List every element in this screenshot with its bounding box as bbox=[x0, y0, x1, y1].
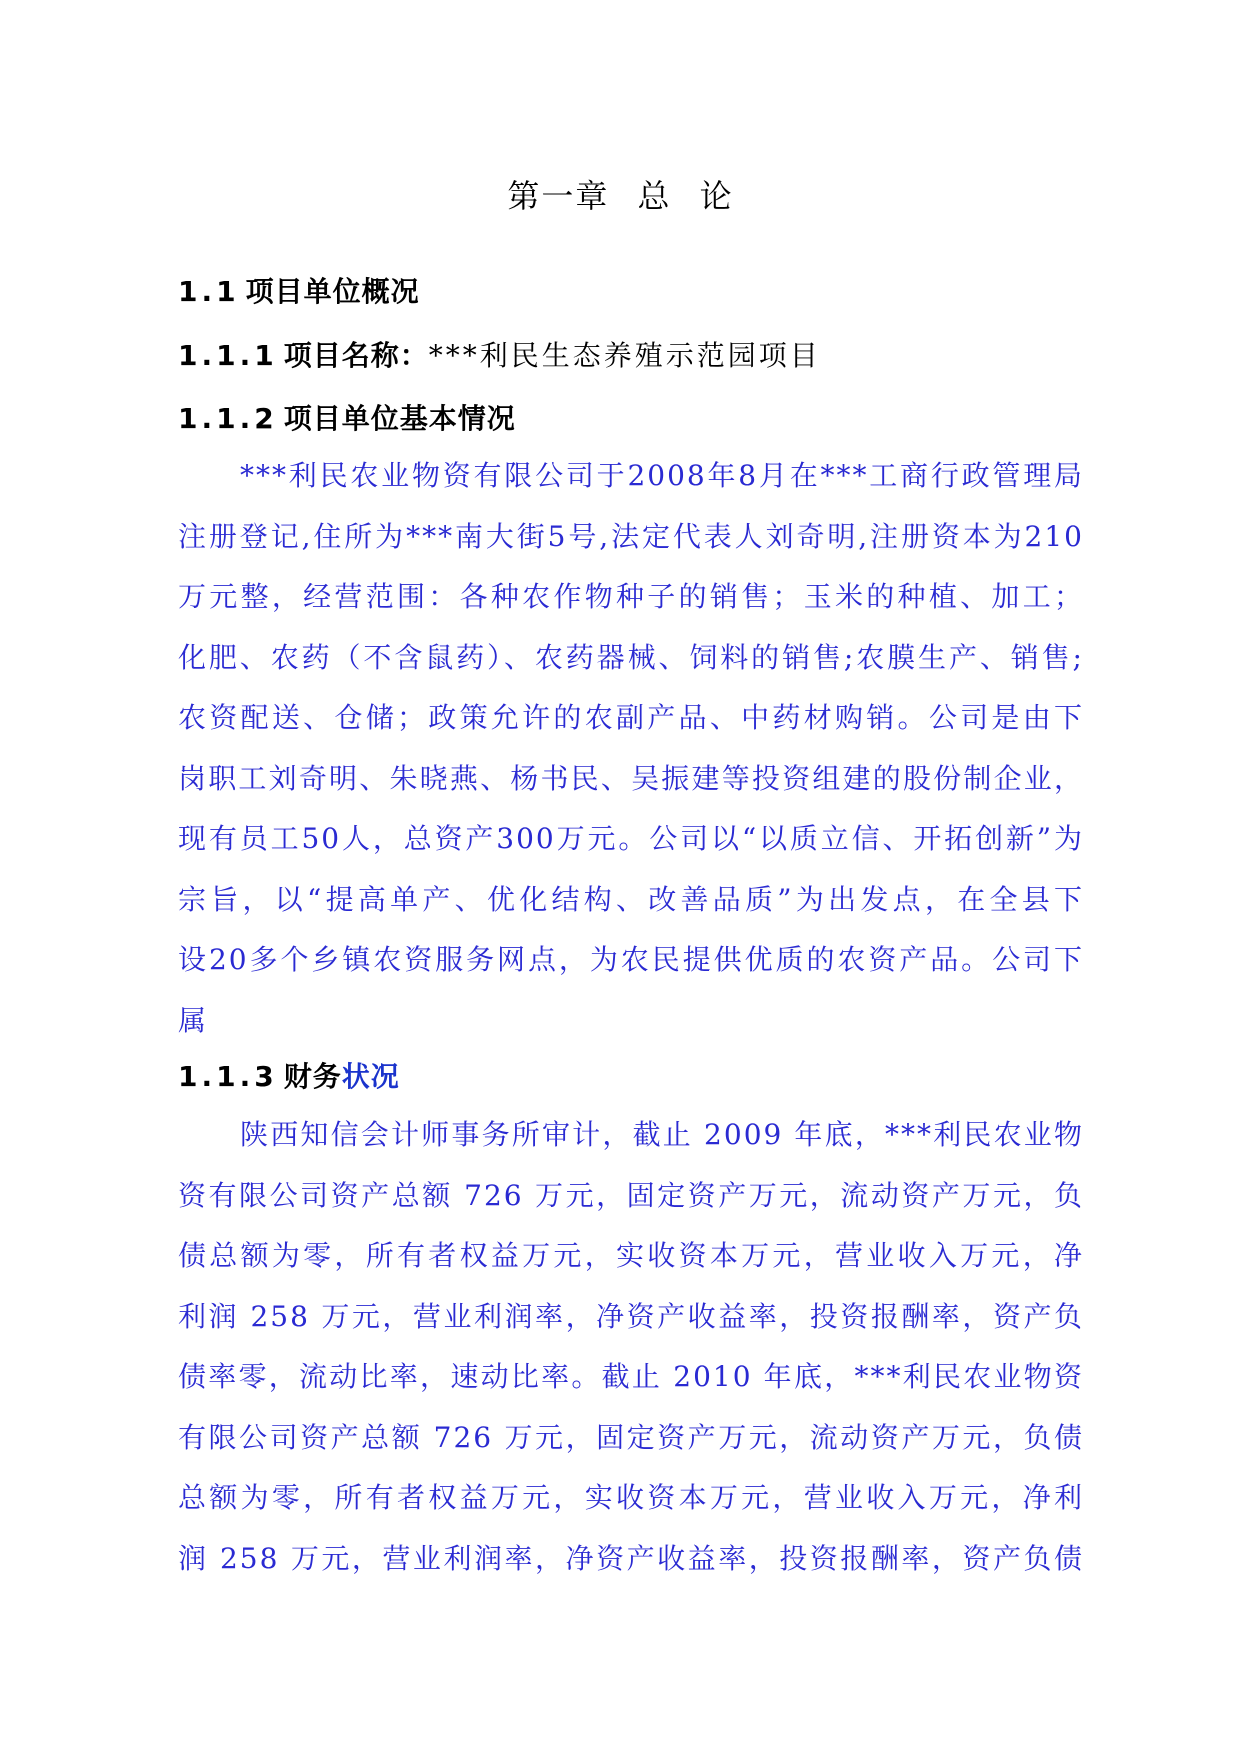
paragraph-line: 化肥、农药（不含鼠药）、农药器械、饲料的销售;农膜生产、销售; bbox=[178, 640, 1084, 674]
paragraph-line: 陕西知信会计师事务所审计，截止 2009 年底，***利民农业物 bbox=[240, 1118, 1084, 1151]
heading-1-1-2 bbox=[178, 397, 516, 441]
paragraph-line: 债率零，流动比率，速动比率。截止 2010 年底，***利民农业物资 bbox=[178, 1360, 1084, 1393]
paragraph-line: ***利民农业物资有限公司于2008年8月在***工商行政管理局 bbox=[240, 459, 1084, 492]
paragraph-line: 宗旨，以“提高单产、优化结构、改善品质”为出发点，在全县下 bbox=[178, 882, 1084, 916]
heading-label: 项目单位基本情况 bbox=[283, 402, 516, 435]
heading-number: 1.1.2 bbox=[178, 402, 278, 435]
paragraph-line: 属 bbox=[178, 1003, 209, 1037]
paragraph-line: 万元整，经营范围：各种农作物种子的销售；玉米的种植、加工； bbox=[178, 580, 1084, 613]
heading-label: 财务 bbox=[283, 1060, 342, 1093]
paragraph-line: 润 258 万元，营业利润率，净资产收益率，投资报酬率，资产负债 bbox=[178, 1541, 1084, 1575]
paragraph-financial-status bbox=[178, 1105, 1084, 1589]
chapter-title: 第一章 总 论 bbox=[507, 177, 734, 215]
heading-1-1-3 bbox=[178, 1055, 400, 1099]
heading-label-highlight: 状况 bbox=[341, 1060, 400, 1093]
paragraph-line: 现有员工50人，总资产300万元。公司以“以质立信、开拓创新”为 bbox=[178, 822, 1084, 855]
heading-number: 1.1.1 bbox=[178, 339, 278, 372]
paragraph-line: 利润 258 万元，营业利润率，净资产收益率，投资报酬率，资产负 bbox=[178, 1299, 1084, 1333]
paragraph-line: 债总额为零，所有者权益万元，实收资本万元，营业收入万元，净 bbox=[178, 1239, 1084, 1272]
heading-number: 1.1 bbox=[178, 275, 240, 308]
heading-1-1 bbox=[178, 270, 420, 314]
paragraph-line: 农资配送、仓储；政策允许的农副产品、中药材购销。公司是由下 bbox=[178, 701, 1084, 734]
heading-label: 项目单位概况 bbox=[245, 275, 420, 308]
paragraph-line: 有限公司资产总额 726 万元，固定资产万元，流动资产万元，负债 bbox=[178, 1420, 1084, 1454]
paragraph-line: 设20多个乡镇农资服务网点，为农民提供优质的农资产品。公司下 bbox=[178, 943, 1084, 976]
paragraph-line: 岗职工刘奇明、朱晓燕、杨书民、吴振建等投资组建的股份制企业， bbox=[178, 761, 1084, 795]
paragraph-line: 注册登记,住所为***南大街5号,法定代表人刘奇明,注册资本为210 bbox=[178, 519, 1084, 553]
paragraph-line: 总额为零，所有者权益万元，实收资本万元，营业收入万元，净利 bbox=[178, 1481, 1084, 1514]
heading-label: 项目名称： bbox=[283, 339, 429, 372]
paragraph-company-info bbox=[178, 446, 1084, 1051]
paragraph-line: 资有限公司资产总额 726 万元，固定资产万元，流动资产万元，负 bbox=[178, 1178, 1084, 1212]
heading-number: 1.1.3 bbox=[178, 1060, 278, 1093]
project-name: ***利民生态养殖示范园项目 bbox=[428, 339, 821, 372]
heading-1-1-1 bbox=[178, 334, 821, 378]
